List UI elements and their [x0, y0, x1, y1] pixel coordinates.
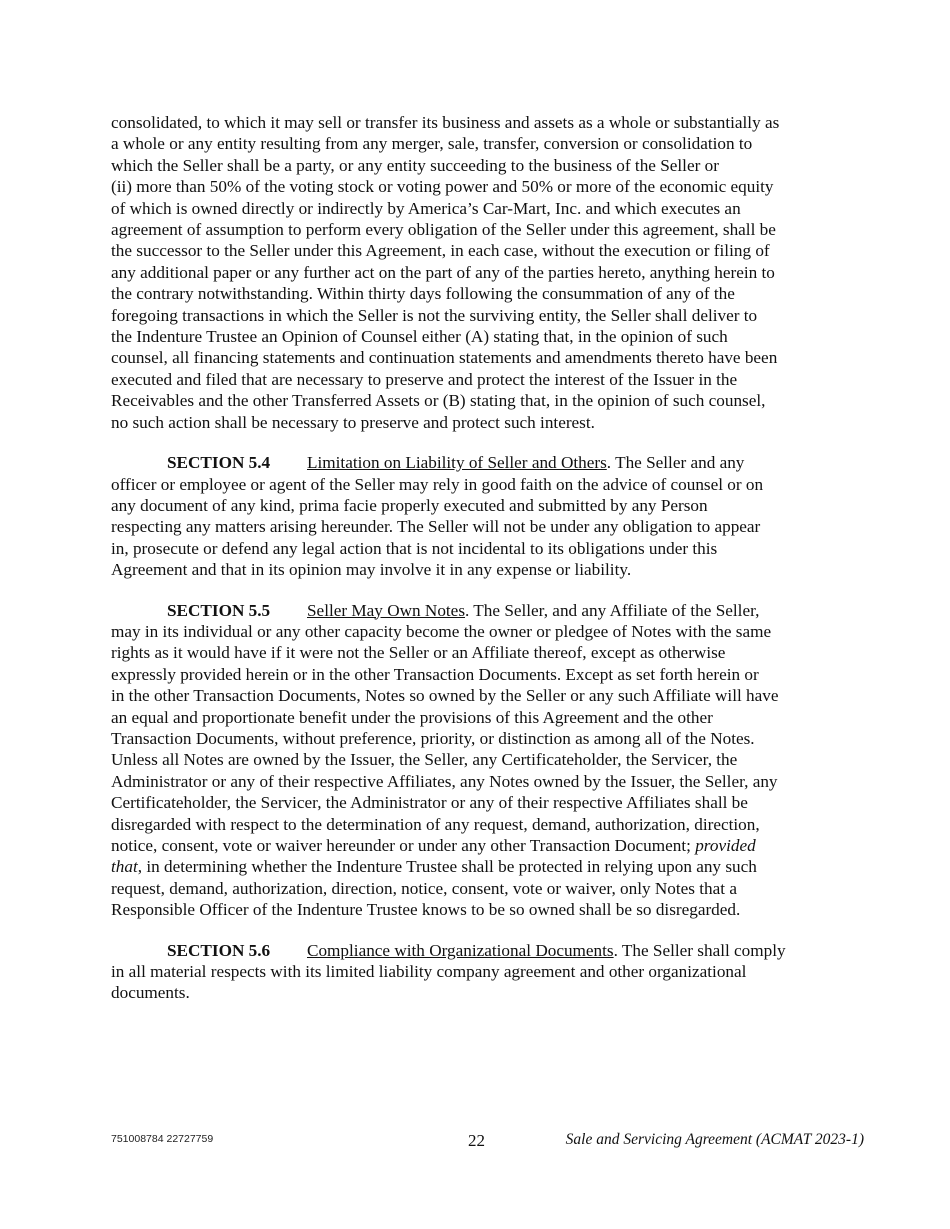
proviso-term: provided	[695, 836, 756, 855]
section-heading-line	[111, 940, 841, 961]
text-line: request, demand, authorization, direction, notice, consent, vote or waiver, only Notes that a	[111, 878, 737, 898]
text-fragment: . The Seller shall comply	[613, 940, 786, 960]
paragraph-intro	[111, 112, 841, 433]
proviso-term: that	[111, 857, 138, 877]
text-line: any document of any kind, prima facie properly executed and submitted by any Person	[111, 495, 708, 515]
text-line: in, prosecute or defend any legal action that is not incidental to its obligations under this	[111, 538, 718, 558]
text-line: executed and filed that are necessary to preserve and protect the interest of the Issuer in the	[111, 369, 738, 389]
text-line: Administrator or any of their respective Affiliates, any Notes owned by the Issuer, the Seller, any	[111, 771, 778, 791]
text-line: officer or employee or agent of the Seller may rely in good faith on the advice of counsel or on	[111, 474, 764, 494]
section-5-4	[111, 452, 841, 580]
text-line: Unless all Notes are owned by the Issuer, the Seller, any Certificateholder, the Servicer, the	[111, 750, 738, 770]
text-line: no such action shall be necessary to preserve and protect such interest.	[111, 412, 595, 432]
section-title: Compliance with Organizational Documents	[307, 940, 614, 960]
text-line: the contrary notwithstanding. Within thirty days following the consummation of any of the	[111, 284, 735, 304]
text-line: may in its individual or any other capacity become the owner or pledgee of Notes with the same	[111, 621, 772, 641]
document-id: 751008784 22727759	[111, 1133, 214, 1145]
page-number: 22	[468, 1131, 485, 1150]
text-line: Certificateholder, the Servicer, the Administrator or any of their respective Affiliates shall be	[111, 793, 748, 813]
text-line: documents.	[111, 983, 190, 1003]
section-5-6	[111, 940, 841, 1004]
text-line: foregoing transactions in which the Seller is not the surviving entity, the Seller shall deliver to	[111, 305, 758, 325]
text-fragment: . The Seller and any	[606, 453, 745, 473]
text-line: agreement of assumption to perform every obligation of the Seller under this agreement, shall be	[111, 220, 776, 240]
text-fragment: , in determining whether the Indenture Trustee shall be protected in relying upon any such	[137, 857, 757, 877]
text-line: disregarded with respect to the determination of any request, demand, authorization, direction,	[111, 814, 760, 834]
text-line: the Indenture Trustee an Opinion of Counsel either (A) stating that, in the opinion of such	[111, 327, 728, 347]
section-title: Limitation on Liability of Seller and Others	[307, 453, 607, 473]
section-title: Seller May Own Notes	[307, 600, 466, 620]
text-line: in the other Transaction Documents, Notes so owned by the Seller or any such Affiliate will have	[111, 686, 779, 706]
text-line: counsel, all financing statements and continuation statements and amendments thereto have been	[111, 348, 778, 368]
text-line: Responsible Officer of the Indenture Trustee knows to be so owned shall be so disregarded.	[111, 900, 741, 920]
section-number: SECTION 5.6	[167, 940, 271, 960]
text-fragment: . The Seller, and any Affiliate of the Seller,	[465, 600, 760, 620]
section-number: SECTION 5.5	[167, 600, 271, 620]
text-line: in all material respects with its limited liability company agreement and other organizational	[111, 962, 747, 982]
text-fragment: notice, consent, vote or waiver hereunder or under any other Transaction Document;	[111, 836, 696, 855]
section-5-5	[111, 600, 841, 921]
text-line: an equal and proportionate benefit under the provisions of this Agreement and the other	[111, 707, 713, 727]
text-line: which the Seller shall be a party, or any entity succeeding to the business of the Seller or	[111, 155, 719, 175]
text-line	[111, 856, 841, 877]
text-line	[111, 835, 841, 856]
text-line: Transaction Documents, without preference, priority, or distinction as among all of the Notes.	[111, 728, 755, 748]
page-footer	[0, 1131, 950, 1155]
section-heading-line	[111, 452, 841, 473]
text-line: Agreement and that in its opinion may involve it in any expense or liability.	[111, 560, 632, 580]
text-line: (ii) more than 50% of the voting stock or voting power and 50% or more of the economic equity	[111, 177, 774, 197]
section-number: SECTION 5.4	[167, 453, 271, 473]
text-line: Receivables and the other Transferred Assets or (B) stating that, in the opinion of such counsel,	[111, 391, 766, 411]
text-line: respecting any matters arising hereunder. The Seller will not be under any obligation to appear	[111, 517, 761, 537]
text-line: consolidated, to which it may sell or transfer its business and assets as a whole or substantially as	[111, 113, 780, 132]
text-line: of which is owned directly or indirectly by America’s Car-Mart, Inc. and which executes an	[111, 198, 741, 218]
document-title: Sale and Servicing Agreement (ACMAT 2023-1)	[565, 1131, 864, 1148]
document-body	[111, 112, 841, 1023]
text-line: expressly provided herein or in the other Transaction Documents. Except as set forth herein or	[111, 664, 759, 684]
text-line: any additional paper or any further act on the part of any of the parties hereto, anything herein to	[111, 262, 775, 282]
text-line: a whole or any entity resulting from any merger, sale, transfer, conversion or consolidation to	[111, 134, 753, 154]
section-heading-line	[111, 600, 841, 621]
text-line: the successor to the Seller under this Agreement, in each case, without the execution or filing of	[111, 241, 770, 261]
text-line: rights as it would have if it were not the Seller or an Affiliate thereof, except as otherwise	[111, 643, 726, 663]
